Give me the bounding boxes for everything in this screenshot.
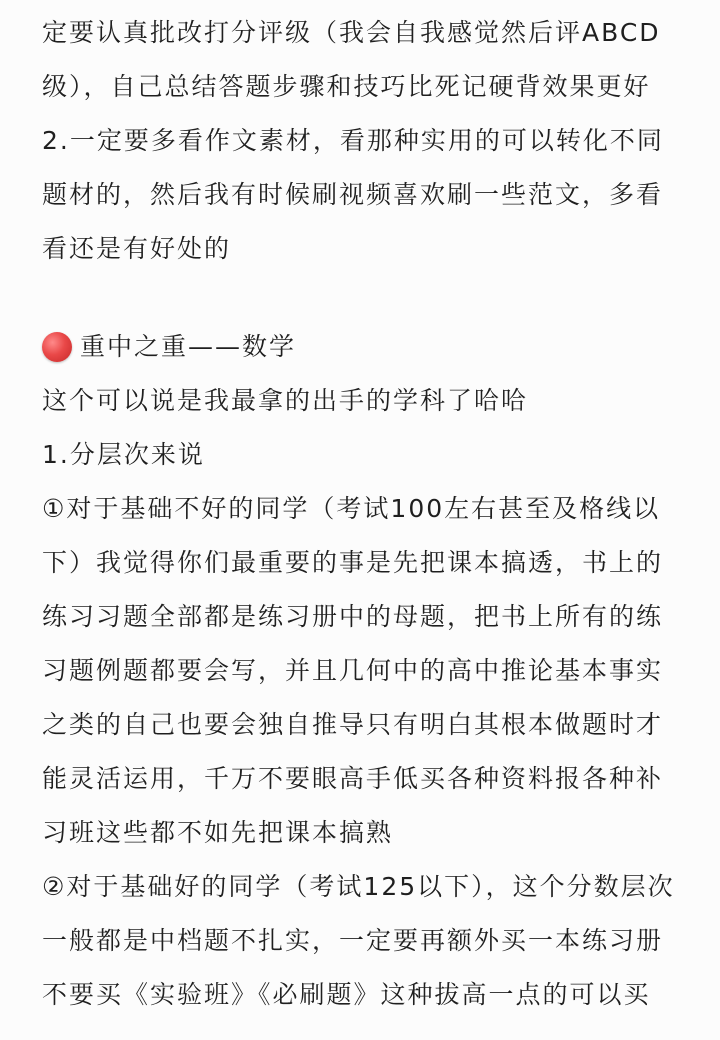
text-line: 不要买《实验班》《必刷题》这种拔高一点的可以买 xyxy=(42,980,651,1009)
text-line: 习班这些都不如先把课本搞熟 xyxy=(42,818,394,847)
text-line: 这个可以说是我最拿的出手的学科了哈哈 xyxy=(42,386,529,415)
text-line: 之类的自己也要会独自推导只有明白其根本做题时才 xyxy=(42,710,664,739)
section-heading xyxy=(42,320,686,374)
text-line: 一般都是中档题不扎实，一定要再额外买一本练习册 xyxy=(42,926,664,955)
text-line: 1.分层次来说 xyxy=(42,440,205,469)
paragraph-gap xyxy=(42,276,686,320)
text-line: ②对于基础好的同学（考试125以下），这个分数层次 xyxy=(42,872,675,901)
text-line: 看还是有好处的 xyxy=(42,234,232,263)
text-line: 定要认真批改打分评级（我会自我感觉然后评ABCD xyxy=(42,18,661,47)
red-circle-icon xyxy=(42,332,72,362)
text-line: 习题例题都要会写，并且几何中的高中推论基本事实 xyxy=(42,656,664,685)
text-line: 能灵活运用，千万不要眼高手低买各种资料报各种补 xyxy=(42,764,664,793)
section-title: 重中之重——数学 xyxy=(80,332,297,361)
text-line: ①对于基础不好的同学（考试100左右甚至及格线以 xyxy=(42,494,661,523)
text-line: 题材的，然后我有时候刷视频喜欢刷一些范文，多看 xyxy=(42,180,664,209)
text-line: 练习习题全部都是练习册中的母题，把书上所有的练 xyxy=(42,602,664,631)
text-line: 下）我觉得你们最重要的事是先把课本搞透，书上的 xyxy=(42,548,664,577)
text-line: 2.一定要多看作文素材，看那种实用的可以转化不同 xyxy=(42,126,664,155)
text-line: 级），自己总结答题步骤和技巧比死记硬背效果更好 xyxy=(42,72,651,101)
